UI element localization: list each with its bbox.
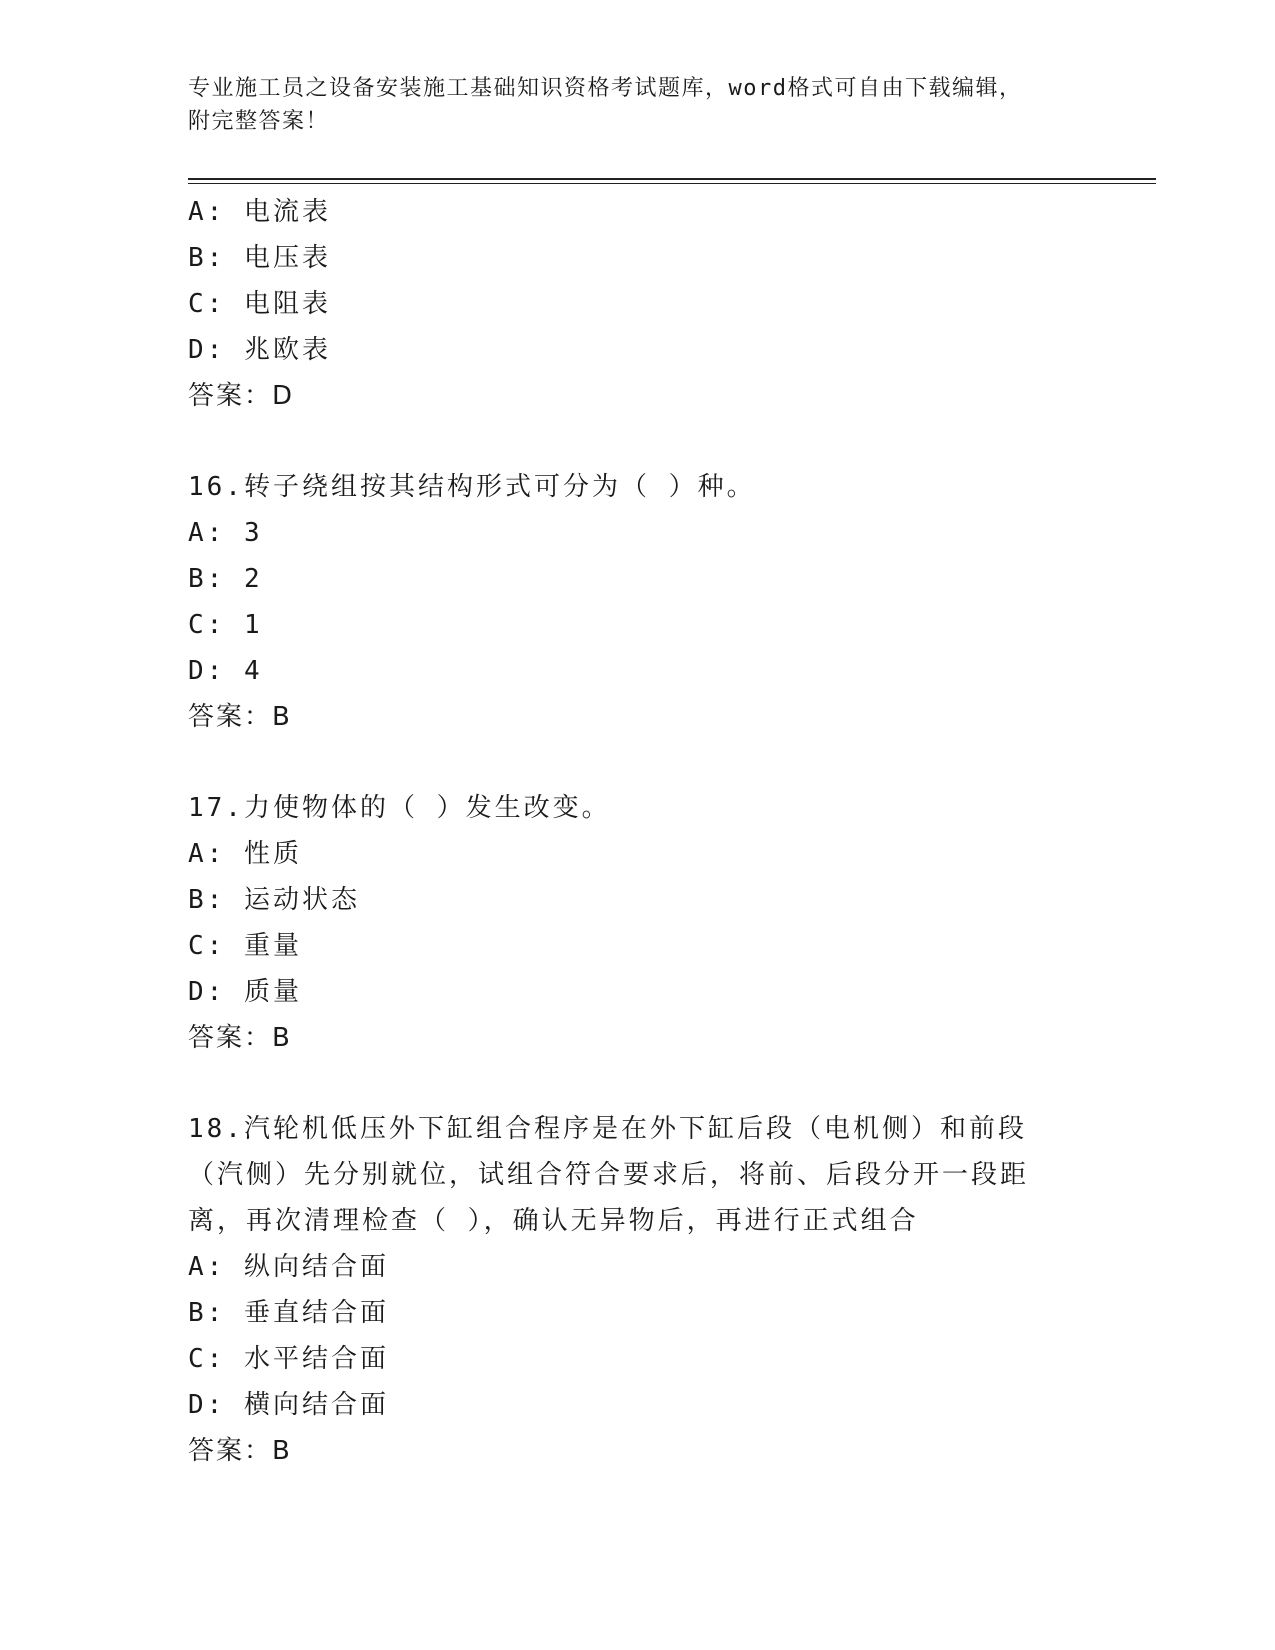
option-c: C: 水平结合面 bbox=[188, 1344, 389, 1374]
option-c: C: 重量 bbox=[188, 931, 302, 961]
option-b: B: 电压表 bbox=[188, 243, 331, 273]
option-d: D: 质量 bbox=[188, 977, 302, 1007]
question-stem: 17.力使物体的（ ）发生改变。 bbox=[188, 793, 611, 823]
document-header bbox=[188, 72, 1068, 138]
question-stem: 18.汽轮机低压外下缸组合程序是在外下缸后段（电机侧）和前段（汽侧）先分别就位，试组合符合要求后，将前、后段分开一段距离，再次清理检查（ ），确认无异物后，再进行正式组合 bbox=[188, 1114, 1030, 1236]
question-18 bbox=[188, 1106, 1068, 1474]
question-list bbox=[188, 189, 1068, 1474]
answer-line: 答案：B bbox=[188, 1023, 292, 1053]
option-d: D: 4 bbox=[188, 656, 263, 686]
question-stem: 16.转子绕组按其结构形式可分为（ ）种。 bbox=[188, 472, 756, 502]
header-line-2: 附完整答案！ bbox=[188, 109, 330, 134]
option-b: B: 垂直结合面 bbox=[188, 1298, 389, 1328]
option-a: A: 3 bbox=[188, 518, 263, 548]
option-d: D: 横向结合面 bbox=[188, 1390, 389, 1420]
option-c: C: 电阻表 bbox=[188, 289, 331, 319]
option-a: A: 性质 bbox=[188, 839, 302, 869]
option-a: A: 电流表 bbox=[188, 197, 331, 227]
header-divider bbox=[188, 178, 1156, 184]
answer-line: 答案：D bbox=[188, 381, 295, 411]
answer-line: 答案：B bbox=[188, 702, 292, 732]
option-a: A: 纵向结合面 bbox=[188, 1252, 389, 1282]
question-16 bbox=[188, 464, 1068, 740]
option-b: B: 运动状态 bbox=[188, 885, 360, 915]
question-17 bbox=[188, 785, 1068, 1061]
question-15 bbox=[188, 189, 1068, 419]
option-b: B: 2 bbox=[188, 564, 263, 594]
option-d: D: 兆欧表 bbox=[188, 335, 331, 365]
answer-line: 答案：B bbox=[188, 1436, 292, 1466]
header-line-1: 专业施工员之设备安装施工基础知识资格考试题库，word格式可自由下载编辑， bbox=[188, 76, 1023, 101]
option-c: C: 1 bbox=[188, 610, 263, 640]
